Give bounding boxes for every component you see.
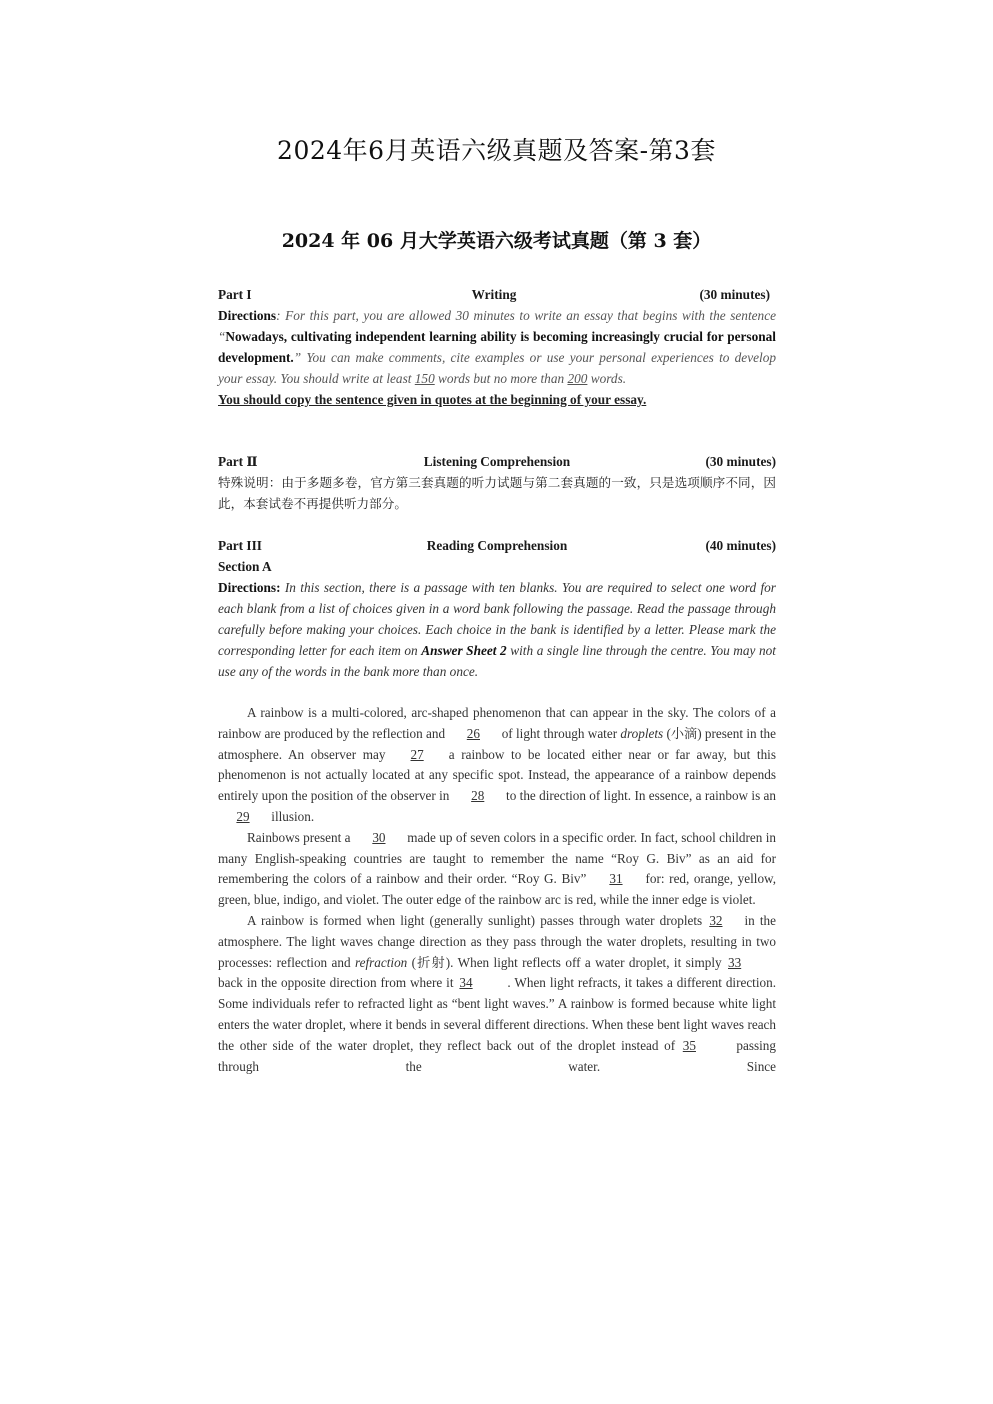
blank-34: 34	[459, 975, 473, 991]
directions-label-3: Directions:	[218, 580, 281, 595]
p1-text-a: A rainbow is a multi-colored, arc-shaped phenomenon that can appear in the sky. The colors of a rainbow are produced by the reflection and	[218, 705, 776, 741]
max-words: 200	[567, 371, 588, 386]
part3-time: (40 minutes)	[705, 538, 776, 553]
listening-notice: 特殊说明：由于多题多卷，官方第三套真题的听力试题与第二套真题的一致，只是选项顺序不同，因此，本套试卷不再提供听力部分。	[218, 475, 776, 511]
blank-31: 31	[609, 871, 623, 887]
p3-text-d: back in the opposite direction from where it	[218, 975, 458, 991]
passage-paragraph-1	[218, 703, 776, 828]
p2-text-c: for: red, orange, yellow, green, blue, indigo, and violet. The outer edge of the rainbow arc is red, while the inner edge is violet.	[218, 871, 777, 908]
part3-directions-text-a: In this section, there is a passage with ten blanks. You are required to select one word for each blank from a list of choices given in a word bank following the passage. Read the passage through carefully before making your choices. Each choice in the bank is identified by a letter. Please mark the corresponding letter for each item on	[218, 580, 776, 658]
part1-block	[218, 284, 776, 410]
blank-30: 30	[372, 829, 386, 845]
p3-refraction: refraction	[355, 954, 408, 970]
part1-directions	[218, 305, 776, 389]
section-a-heading: Section A	[218, 559, 272, 574]
directions-text-d: words.	[587, 371, 627, 386]
part3-name: Reading Comprehension	[426, 538, 568, 553]
passage-paragraph-2	[218, 828, 776, 911]
copy-sentence-note: You should copy the sentence given in quotes at the beginning of your essay.	[218, 392, 647, 407]
p1-droplets: droplets	[620, 725, 664, 741]
part3-block	[218, 535, 776, 682]
p1-text-f: illusion.	[268, 808, 315, 824]
part1-time: (30 minutes)	[699, 287, 770, 302]
p2-text-b: made up of seven colors in a specific order. In fact, school children in many English-speaking countries are taught to remember the name “Roy G. Biv” as an aid for remembering the colors of a rainbow and their order. “Roy G. Biv”	[218, 829, 777, 887]
min-words: 150	[414, 371, 435, 386]
document-title: 2024年6月英语六级真题及答案-第3套	[277, 136, 716, 165]
directions-text-c: words but no more than	[434, 371, 568, 386]
essay-opening-sentence: Nowadays, cultivating independent learning ability is becoming increasingly crucial for personal development.	[218, 329, 776, 365]
exam-title: 2024 年 06 月大学英语六级考试真题（第 3 套）	[281, 230, 712, 252]
directions-text-b: ” You can make comments, cite examples or use your personal experiences to develop your essay. You should write at least	[218, 350, 776, 386]
p3-text-c: (折射). When light reflects off a water droplet, it simply	[407, 954, 726, 970]
passage-paragraph-3	[218, 911, 776, 1077]
part3-header	[218, 535, 776, 556]
part1-header	[218, 284, 776, 305]
part3-directions-text-b: with a single line through the centre. You may not use any of the words in the bank more than once.	[218, 643, 776, 679]
blank-28: 28	[471, 788, 485, 804]
p3-text-f: passing through the water. Since	[218, 1037, 776, 1074]
p3-text-e: . When light refracts, it takes a different direction. Some individuals refer to refracted light as “bent light waves.” A rainbow is formed because white light enters the water droplet, where it bends in several different directions. When these bent light waves reach the other side of the water droplet, they reflect back out of the droplet instead of	[218, 975, 776, 1053]
blank-35: 35	[682, 1037, 696, 1053]
p3-text-b: in the atmosphere. The light waves change direction as they pass through the water droplets, resulting in two processes: reflection and	[218, 912, 776, 970]
part2-time: (30 minutes)	[705, 454, 776, 469]
p3-text-a: A rainbow is formed when light (generally sunlight) passes through water droplets	[247, 912, 708, 928]
p1-text-d: a rainbow to be located either near or far away, but this phenomenon is not actually located at any specific spot. Instead, the appearance of a rainbow depends entirely upon the position of the observer in	[218, 746, 776, 804]
part1-label: Part I	[218, 287, 252, 302]
part1-name: Writing	[471, 287, 517, 302]
p1-text-b: of light through water	[498, 725, 621, 741]
blank-33: 33	[728, 954, 742, 970]
part2-label: Part Ⅱ	[218, 454, 258, 469]
part2-block	[218, 451, 776, 514]
blank-32: 32	[709, 912, 723, 928]
part3-directions	[218, 577, 776, 682]
p1-text-c: (小滴) present in the atmosphere. An observer may	[218, 725, 776, 762]
part2-name: Listening Comprehension	[423, 454, 571, 469]
blank-29: 29	[236, 808, 250, 824]
directions-text-a: : For this part, you are allowed 30 minutes to write an essay that begins with the sentence “	[218, 308, 776, 344]
passage	[218, 703, 776, 1077]
p1-text-e: to the direction of light. In essence, a rainbow is an	[502, 788, 776, 804]
directions-label: Directions	[218, 308, 277, 323]
part2-header	[218, 451, 776, 472]
blank-26: 26	[466, 725, 480, 741]
part3-label: Part III	[218, 538, 262, 553]
answer-sheet-ref: Answer Sheet 2	[421, 643, 507, 658]
blank-27: 27	[410, 746, 424, 762]
p2-text-a: Rainbows present a	[247, 829, 354, 845]
